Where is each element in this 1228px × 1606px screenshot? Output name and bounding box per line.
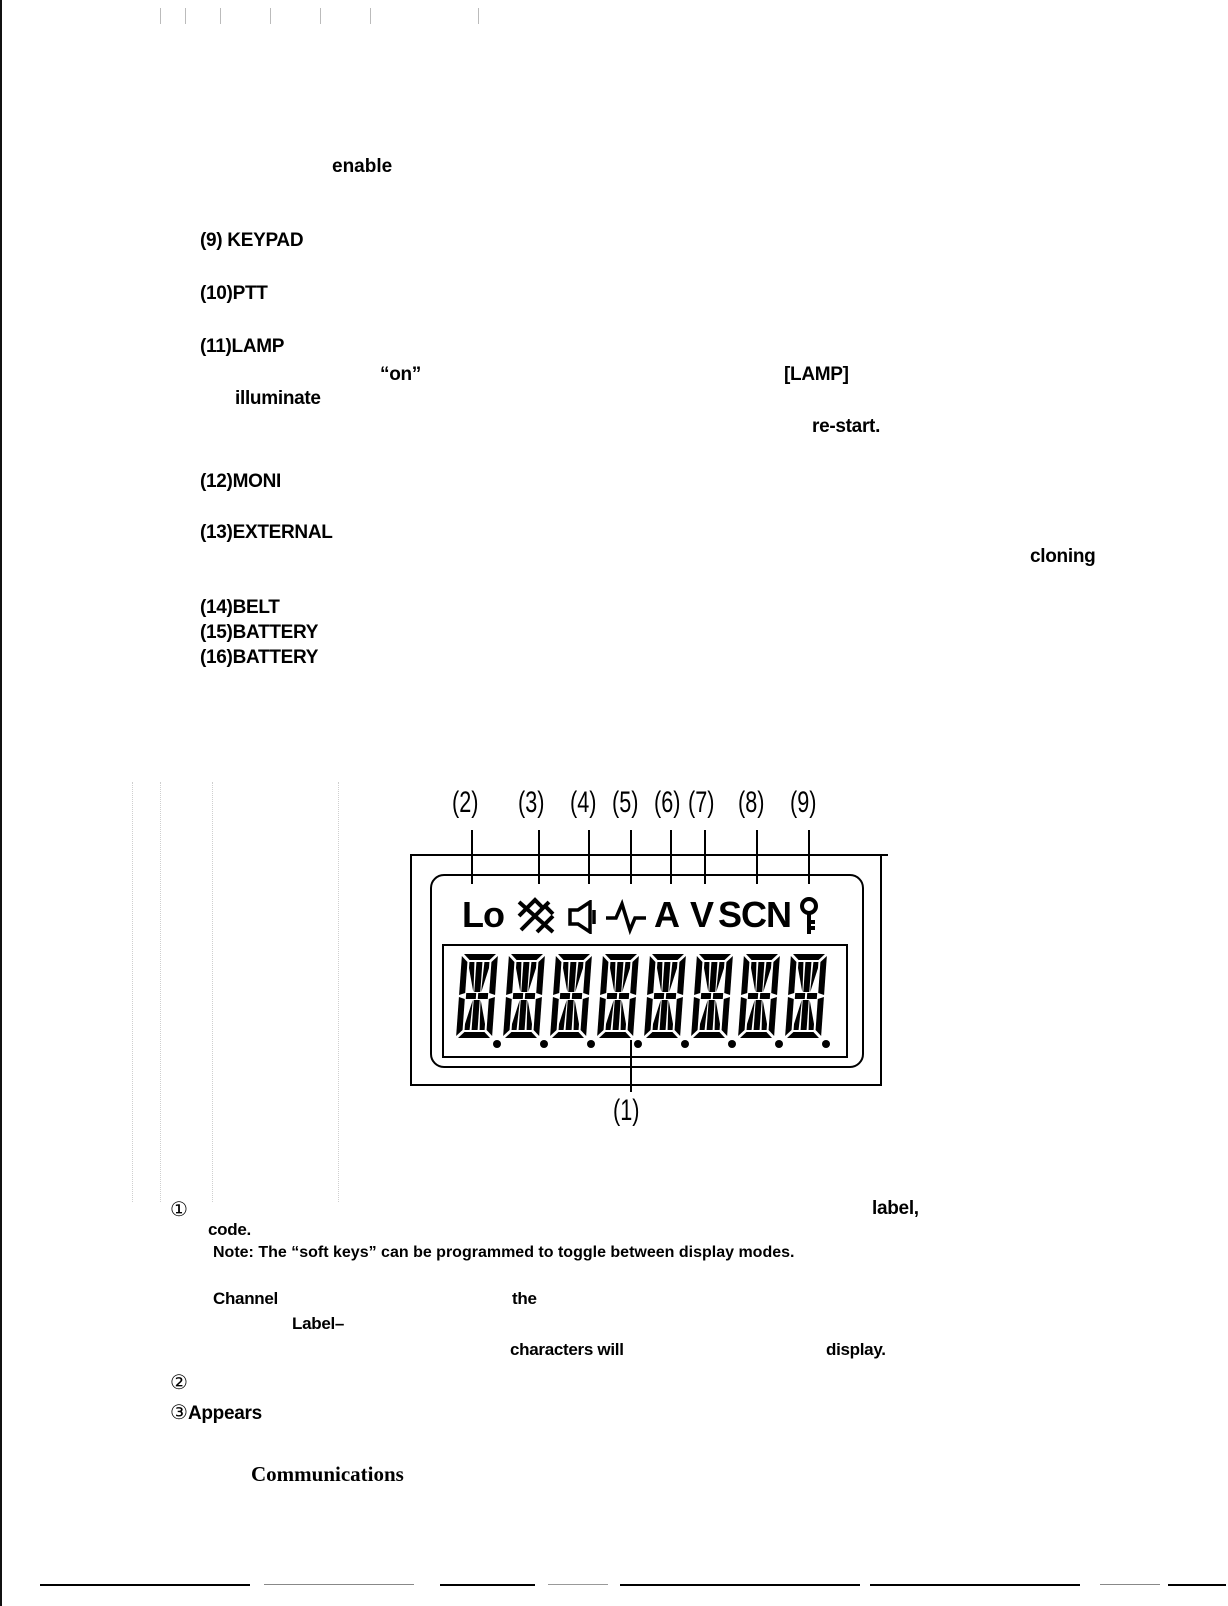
lcd-digit [503, 954, 548, 1048]
leader-line-1 [630, 1040, 632, 1092]
bottom-rule [1100, 1584, 1160, 1585]
scan-ghost-line [132, 782, 133, 1202]
lamp-on-text: “on” [380, 364, 422, 385]
lcd-decimal-point [493, 1040, 501, 1048]
scan-ghost-line [212, 782, 213, 1202]
lcd-digit [738, 954, 783, 1048]
item-ptt: (10)PTT [200, 283, 268, 304]
word-enable: enable [332, 156, 393, 177]
bottom-rule [440, 1584, 535, 1586]
item-moni: (12)MONI [200, 471, 281, 492]
note-3-line [170, 1400, 262, 1425]
item-belt: (14)BELT [200, 597, 280, 618]
channel-word: Channel [213, 1289, 278, 1308]
scan-artifact [320, 8, 321, 24]
bottom-rule [264, 1584, 414, 1585]
segment-digits [442, 944, 848, 1058]
characters-will-text: characters will [510, 1340, 624, 1359]
lo-icon [462, 894, 504, 936]
external-cloning-text: cloning [1030, 546, 1096, 567]
note-1-code: code. [208, 1220, 251, 1239]
scan-artifact [220, 8, 221, 24]
note-text: The “soft keys” can be programmed to toggle between display modes. [258, 1244, 795, 1261]
scan-artifact [370, 8, 371, 24]
lcd-decimal-point [728, 1040, 736, 1048]
note-3-marker: ③ [170, 1402, 188, 1424]
scan-artifact [270, 8, 271, 24]
note-prefix: Note: [213, 1244, 254, 1261]
lcd-digit [550, 954, 595, 1048]
callout-5: (5) [612, 786, 639, 819]
lamp-restart-text: re-start. [812, 416, 881, 437]
lcd-digit [644, 954, 689, 1048]
note-line [213, 1244, 794, 1262]
lcd-decimal-point [587, 1040, 595, 1048]
label-word: Label– [292, 1314, 345, 1333]
v-icon: V [690, 894, 714, 935]
lcd-decimal-point [634, 1040, 642, 1048]
note-1-label: label, [872, 1198, 919, 1219]
lcd-decimal-point [822, 1040, 830, 1048]
callout-2: (2) [452, 786, 479, 819]
bottom-rule [548, 1584, 608, 1585]
communications-heading: Communications [251, 1462, 404, 1486]
scrambler-off-icon [515, 896, 557, 936]
note-1-marker: ① [170, 1199, 188, 1221]
item-external: (13)EXTERNAL [200, 522, 333, 543]
lcd-digit [785, 954, 830, 1048]
lamp-key-text: [LAMP] [784, 364, 849, 385]
key-lock-icon [796, 896, 822, 936]
scan-ghost-line [338, 782, 339, 1202]
lcd-decimal-point [681, 1040, 689, 1048]
item-lamp: (11)LAMP [200, 336, 285, 357]
scan-ghost-line [160, 782, 161, 1202]
lcd-digit [691, 954, 736, 1048]
note-2-marker: ② [170, 1372, 188, 1394]
lcd-decimal-point [540, 1040, 548, 1048]
callout-3: (3) [518, 786, 545, 819]
bottom-rule [1168, 1584, 1226, 1586]
lo-icon-label: Lo [462, 894, 504, 935]
callout-1: (1) [613, 1094, 640, 1127]
callout-6: (6) [654, 786, 681, 819]
appears-word: Appears [187, 1403, 262, 1424]
item-keypad: (9) KEYPAD [200, 230, 304, 251]
scan-icon: SCN [718, 894, 792, 935]
scan-artifact [478, 8, 479, 24]
item-battery-15: (15)BATTERY [200, 622, 319, 643]
callout-8: (8) [738, 786, 765, 819]
a-icon: A [654, 894, 679, 935]
signal-pulse-icon [604, 898, 648, 936]
the-word: the [512, 1289, 537, 1308]
bottom-rule [40, 1584, 250, 1586]
lcd-digit [456, 954, 501, 1048]
callout-4: (4) [570, 786, 597, 819]
lamp-illuminate-text: illuminate [235, 388, 321, 409]
lcd-digit [597, 954, 642, 1048]
callout-7: (7) [688, 786, 715, 819]
page-left-edge [0, 0, 2, 1606]
speaker-icon [566, 900, 602, 934]
display-word: display. [826, 1340, 886, 1359]
scan-artifact [160, 8, 161, 24]
scan-artifact [185, 8, 186, 24]
bottom-rule [870, 1584, 1080, 1586]
item-battery-16: (16)BATTERY [200, 647, 319, 668]
callout-9: (9) [790, 786, 817, 819]
lcd-decimal-point [775, 1040, 783, 1048]
bottom-rule [620, 1584, 860, 1586]
